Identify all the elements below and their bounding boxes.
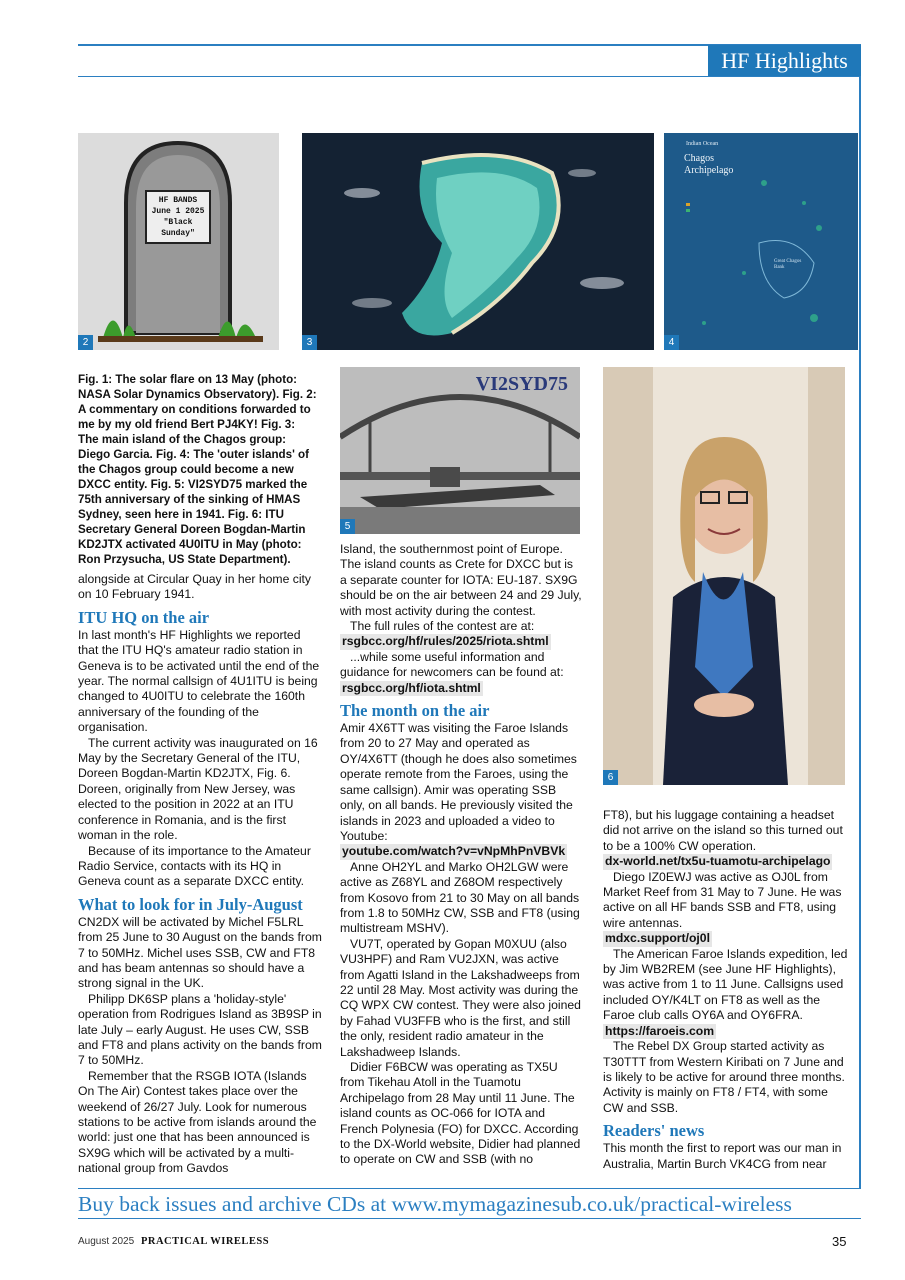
column-2 [340,542,582,1168]
tombstone-text: HF BANDS June 1 2025 "Black Sunday" [151,196,205,238]
footer-issue [78,1236,269,1247]
col2-paragraph: Island, the southernmost point of Europe. The island counts as Crete for DXCC but is a separate counter for IOTA: EU-187. SX9G should be on the air between 24 and 29 July, with most activity during the contest. [340,542,582,618]
figure-badge: 6 [603,770,618,785]
right-rule [859,44,861,1189]
column-3 [603,808,848,1172]
figure-badge: 3 [302,335,317,350]
col2-paragraph: Didier F6BCW was operating as TX5U from Tikehau Atoll in the Tuamotu Archipelago from 28 May until 11 June. The island counts as OC-066 for IOTA and French Polynesia (FO) for DXCC. According to the DX-World website, Didier had planned to operate on CW and SSB (with no [340,1060,581,1167]
figure-badge: 5 [340,519,355,534]
figure-4-chagos-map [664,133,858,350]
figure-3-diego-garcia [302,133,654,350]
figure-2-tombstone [78,133,279,350]
heading-itu-hq: ITU HQ on the air [78,607,210,627]
link-riota-rules[interactable]: rsgbcc.org/hf/rules/2025/riota.shtml [342,634,549,649]
col3-paragraph: FT8), but his luggage containing a headset did not arrive on the island so this turned out to be a 100% CW operation. [603,808,843,853]
col3-paragraph: The American Faroe Islands expedition, led by Jim WB2REM (see June HF Highlights), was active from 1 to 11 June. Callsigns used included OY/K4LT on FT8 as well as the Faroe club calls OY6A and OY6FRA. [603,946,848,1023]
col1-paragraph: In last month's HF Highlights we reported that the ITU HQ's amateur radio station in Geneva is to be activated until the end of the year. The normal callsign of 4U1ITU is being changed to 4U0ITU to celebrate the 160th anniversary of the founding of the organisation. [78,627,320,735]
map-bank-label: Great Chagos Bank [774,259,802,270]
section-header: HF Highlights [708,45,861,76]
heading-july-august: What to look for in July-August [78,894,303,914]
heading-readers-news: Readers' news [603,1121,705,1141]
link-iota-guide[interactable]: rsgbcc.org/hf/iota.shtml [342,680,481,695]
link-youtube-video[interactable]: youtube.com/watch?v=vNpMhPnVBVk [342,844,566,859]
col2-paragraph: The full rules of the contest are at: [350,619,535,634]
col3-paragraph: Diego IZ0EWJ was active as OJ0L from Market Reef from 31 May to 7 June. He was active on all HF bands SSB and FT8, using wire antennas. [603,869,842,930]
tombstone-illustration [78,133,279,350]
link-faroeis[interactable]: https://faroeis.com [605,1023,715,1038]
col1-paragraph: Remember that the RSGB IOTA (Islands On The Air) Contest takes place over the weekend of 26/27 July. Look for numerous stations to be active from islands around the world: just one that has been announced is SX9G which will be activated by a multi-national group from Gavdos [78,1068,317,1176]
col2-paragraph: VU7T, operated by Gopan M0XUU (also VU3HPF) and Ram VU2JXN, was active from Agatti Island in the Lakshadweeps from 22 until 28 May. Most activity was during the CQ WPX CW contest. They were also joined by Fahad VU3FFB who is the first, and still the only, resident radio amateur in the Lakshadweep Islands. [340,936,581,1059]
figure-captions [78,372,318,567]
footer-magazine: PRACTICAL WIRELESS [140,1236,270,1247]
portrait-photo [603,367,845,785]
photo-callsign-overlay: VI2SYD75 [475,373,568,395]
link-dx-world[interactable]: dx-world.net/tx5u-tuamotu-archipelago [605,854,831,869]
page-number: 35 [832,1234,847,1249]
figure-badge: 2 [78,335,93,350]
figure-5-hmas-sydney [340,367,580,534]
caption-text: Fig. 1: The solar flare on 13 May (photo: NASA Solar Dynamics Observatory). Fig. 2: A commentary on conditions forwarded to me by my old friend Bert PJ4KY! Fig. 3: The main island of the Chagos group: Diego Garcia. Fig. 4: The 'outer islands' of the Chagos group could become a new DXCC entity. Fig. 5: VI2SYD75 marked the 75th anniversary of the sinking of HMAS Sydney, seen here in 1941. Fig. 6: ITU Secretary General Doreen Bogdan-Martin KD2JTX activated 4U0ITU in May (photo: Ron Przysucha, US State Department). [78,373,317,566]
col1-paragraph: The current activity was inaugurated on 16 May by the Secretary General of the ITU, Doreen Bogdan-Martin KD2JTX, Fig. 6. Doreen, originally from New Jersey, was elected to the position in 2022 at an ITU conference in Romania, and is the first woman in the role. [78,735,318,843]
col2-paragraph: Amir 4X6TT was visiting the Faroe Islands from 20 to 27 May and operated as OY/4X6TT (though he does also sometimes operate remote from the Faroes, using the same callsign). Amir was operating SSB only, on all bands. He previously visited the islands in 2023 and uploaded a video to Youtube: [340,721,577,843]
link-mdxc[interactable]: mdxc.support/oj0l [605,931,710,946]
col1-paragraph: Because of its importance to the Amateur Radio Service, contacts with its HQ in Geneva count as a separate DXCC entity. [78,843,311,889]
atoll-photo [302,133,654,350]
figure-badge: 4 [664,335,679,350]
header-rule [78,76,861,77]
col2-paragraph: Anne OH2YL and Marko OH2LGW were active as Z68YL and Z68OM respectively from Kosovo from 21 to 30 May on all bands from 1.8 to 50MHz CW, SSB and FT8 (using multistream MSHV). [340,859,580,936]
col3-paragraph: This month the first to report was our man in Australia, Martin Burch VK4CG from near [603,1141,842,1171]
col1-paragraph: CN2DX will be activated by Michel F5LRL from 25 June to 30 August on the bands from 7 to 50MHz. Michel uses SSB, CW and FT8 and has beam antennas so should have a strong signal in the UK. [78,914,322,991]
col3-paragraph: The Rebel DX Group started activity as T30TTT from Western Kiribati on 7 June and is likely to be active for around three months. Activity is mainly on FT8 / FT4, with some CW and SSB. [603,1039,845,1115]
promo-bottom-rule [78,1218,861,1219]
map-region-label: Indian Ocean [686,141,719,147]
column-1 [78,572,323,1177]
col2-paragraph: ...while some useful information and guidance for newcomers can be found at: [340,649,564,680]
map-title: Chagos Archipelago [684,153,734,176]
col1-paragraph: Philipp DK6SP plans a 'holiday-style' operation from Rodrigues Island as 3B9SP in late July – early August. He uses CW, SSB and FT8 and plans activity on the bands from 7 to 50MHz. [78,991,322,1068]
footer-date: August 2025 [78,1236,135,1247]
col1-continued-text: alongside at Circular Quay in her home city on 10 February 1941. [78,572,312,602]
back-issues-promo[interactable]: Buy back issues and archive CDs at www.mymagazinesub.co.uk/practical-wireless [78,1192,792,1216]
heading-month-on-air: The month on the air [340,701,490,721]
figure-6-doreen-portrait [603,367,845,785]
